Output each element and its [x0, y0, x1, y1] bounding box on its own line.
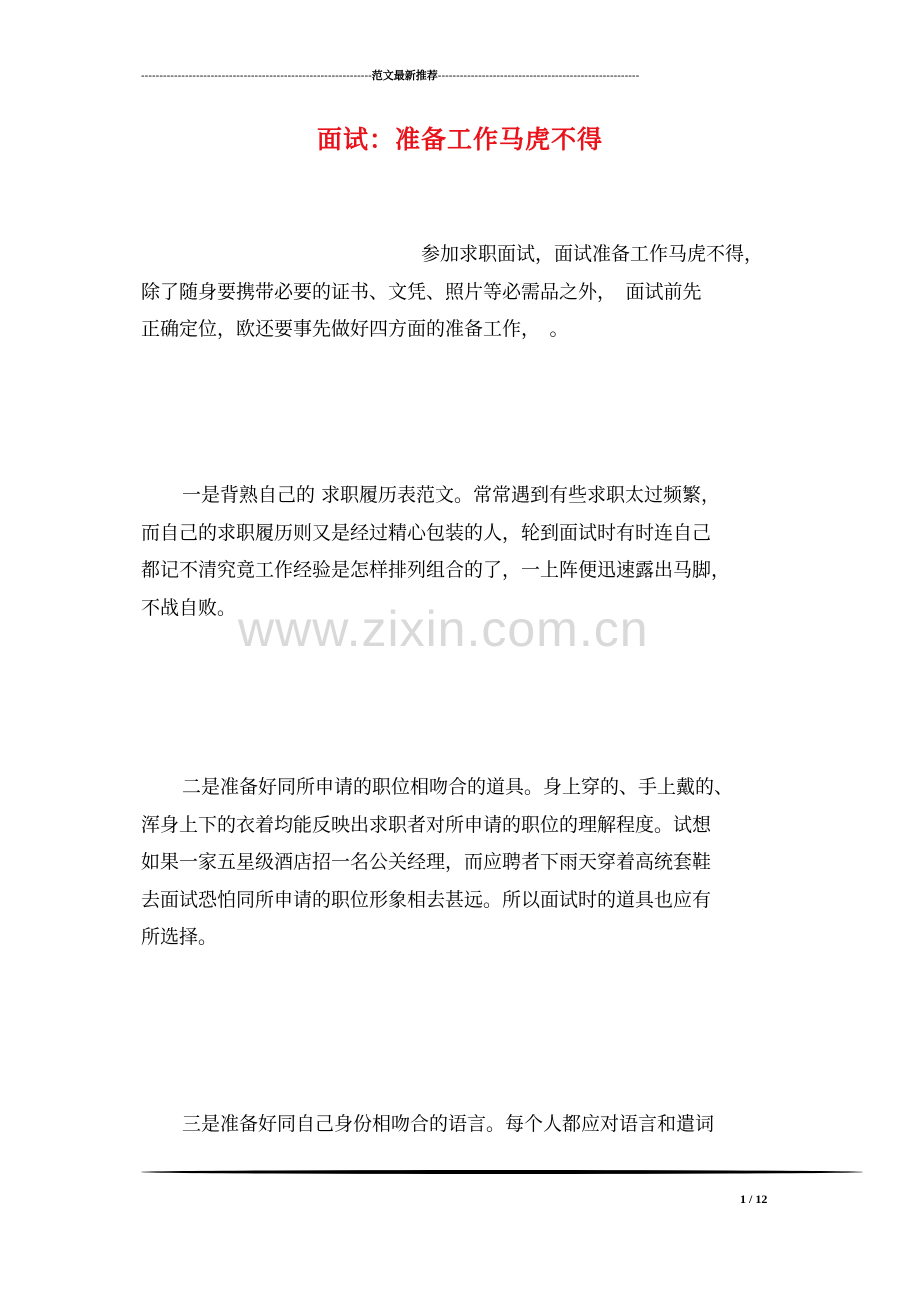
- paragraph-line: 二是准备好同所申请的职位相吻合的道具。身上穿的、手上戴的、: [182, 776, 734, 798]
- paragraph-line: 不战自败。: [141, 596, 237, 619]
- footer-divider: [141, 1170, 863, 1174]
- paragraph-line: 浑身上下的衣着均能反映出求职者对所申请的职位的理解程度。试想: [141, 813, 712, 836]
- paragraph-line: 除了随身要携带必要的证书、文凭、照片等必需品之外， 面试前先: [141, 280, 702, 303]
- paragraph-line: 去面试恐怕同所申请的职位形象相去甚远。所以面试时的道具也应有: [141, 888, 712, 911]
- header-dashes-right: -------------------------------------------------------: [437, 70, 640, 82]
- paragraph-line: 所选择。: [141, 926, 218, 948]
- watermark: www.zixin.com.cn: [238, 601, 649, 657]
- document-title: 面试：准备工作马虎不得: [316, 125, 603, 154]
- header-text: 范文最新推荐: [371, 70, 438, 82]
- paragraph-line: 三是准备好同自己身份相吻合的语言。每个人都应对语言和遣词: [182, 1113, 715, 1135]
- paragraph-three: [141, 1106, 801, 1144]
- paragraph-line: 一是背熟自己的 求职履历表范文。常常遇到有些求职太过频繁，: [182, 484, 721, 506]
- paragraph-two: [141, 769, 801, 957]
- paragraph-one: [141, 477, 801, 627]
- paragraph-line: 而自己的求职履历则又是经过精心包装的人，轮到面试时有时连自己: [141, 521, 712, 544]
- page-number: 1 / 12: [740, 1192, 768, 1206]
- header-dashes-left: ---------------------------------------------------------------: [141, 70, 372, 82]
- paragraph-line: 正确定位，欧还要事先做好四方面的准备工作， 。: [141, 318, 569, 340]
- paragraph-line: 参加求职面试，面试准备工作马虎不得，: [421, 243, 764, 265]
- paragraph-line: 如果一家五星级酒店招一名公关经理，而应聘者下雨天穿着高统套鞋: [141, 851, 712, 873]
- page-header: [141, 68, 769, 84]
- paragraph-intro: [141, 236, 801, 349]
- paragraph-line: 都记不清究竟工作经验是怎样排列组合的了，一上阵便迅速露出马脚，: [141, 559, 731, 581]
